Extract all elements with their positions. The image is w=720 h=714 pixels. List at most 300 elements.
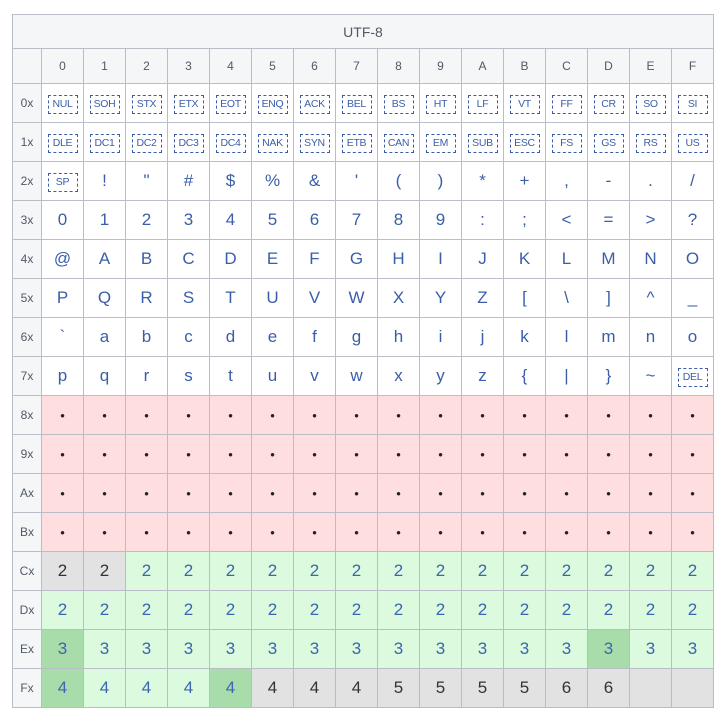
byte-cell: = bbox=[588, 201, 630, 240]
byte-cell: 3 bbox=[420, 630, 462, 669]
table-row bbox=[13, 591, 714, 630]
byte-cell bbox=[546, 84, 588, 123]
byte-cell: • bbox=[672, 396, 714, 435]
byte-cell: G bbox=[336, 240, 378, 279]
byte-cell: 3 bbox=[252, 630, 294, 669]
byte-cell: • bbox=[420, 435, 462, 474]
column-header-c: C bbox=[546, 49, 588, 84]
byte-cell: 2 bbox=[126, 552, 168, 591]
byte-cell: 2 bbox=[546, 591, 588, 630]
byte-cell bbox=[504, 84, 546, 123]
byte-cell: • bbox=[252, 396, 294, 435]
byte-cell: • bbox=[630, 474, 672, 513]
byte-cell: • bbox=[294, 513, 336, 552]
table-row bbox=[13, 552, 714, 591]
byte-cell: • bbox=[462, 474, 504, 513]
control-char-label: US bbox=[678, 134, 708, 153]
byte-cell: • bbox=[210, 513, 252, 552]
row-header: 3x bbox=[13, 201, 42, 240]
byte-cell: i bbox=[420, 318, 462, 357]
column-header-row bbox=[13, 49, 714, 84]
byte-cell: • bbox=[210, 435, 252, 474]
byte-cell: • bbox=[546, 435, 588, 474]
byte-cell: H bbox=[378, 240, 420, 279]
byte-cell: 4 bbox=[294, 669, 336, 708]
byte-cell: • bbox=[252, 513, 294, 552]
control-char-label: CR bbox=[594, 95, 624, 114]
row-header: 2x bbox=[13, 162, 42, 201]
control-char-label: DC3 bbox=[174, 134, 204, 153]
byte-cell: 2 bbox=[630, 591, 672, 630]
byte-cell: • bbox=[672, 513, 714, 552]
byte-cell: 3 bbox=[672, 630, 714, 669]
byte-cell: r bbox=[126, 357, 168, 396]
byte-cell: s bbox=[168, 357, 210, 396]
byte-cell: 3 bbox=[42, 630, 84, 669]
byte-cell: • bbox=[378, 396, 420, 435]
byte-cell: 2 bbox=[588, 552, 630, 591]
column-header-2: 2 bbox=[126, 49, 168, 84]
byte-cell: 3 bbox=[168, 201, 210, 240]
byte-cell: • bbox=[252, 435, 294, 474]
byte-cell: • bbox=[336, 474, 378, 513]
byte-cell: 3 bbox=[84, 630, 126, 669]
byte-cell: 6 bbox=[294, 201, 336, 240]
byte-cell: 2 bbox=[462, 552, 504, 591]
control-char-label: DC1 bbox=[90, 134, 120, 153]
column-header-b: B bbox=[504, 49, 546, 84]
byte-cell: S bbox=[168, 279, 210, 318]
byte-cell: • bbox=[84, 435, 126, 474]
byte-cell: • bbox=[42, 474, 84, 513]
byte-cell: > bbox=[630, 201, 672, 240]
byte-cell: ] bbox=[588, 279, 630, 318]
byte-cell: • bbox=[168, 396, 210, 435]
byte-cell bbox=[42, 84, 84, 123]
byte-cell: ` bbox=[42, 318, 84, 357]
column-header-6: 6 bbox=[294, 49, 336, 84]
byte-cell bbox=[378, 123, 420, 162]
byte-cell: 3 bbox=[504, 630, 546, 669]
control-char-label: SI bbox=[678, 95, 708, 114]
table-body bbox=[13, 84, 714, 708]
byte-cell: 6 bbox=[588, 669, 630, 708]
column-header-4: 4 bbox=[210, 49, 252, 84]
byte-cell: • bbox=[546, 396, 588, 435]
byte-cell: 3 bbox=[462, 630, 504, 669]
byte-cell: • bbox=[126, 435, 168, 474]
byte-cell: 2 bbox=[210, 591, 252, 630]
control-char-label: GS bbox=[594, 134, 624, 153]
control-char-label: DEL bbox=[678, 368, 708, 387]
byte-cell: 1 bbox=[84, 201, 126, 240]
byte-cell: 2 bbox=[294, 552, 336, 591]
control-char-label: SP bbox=[48, 173, 78, 192]
byte-cell: 2 bbox=[378, 552, 420, 591]
byte-cell: v bbox=[294, 357, 336, 396]
byte-cell bbox=[84, 123, 126, 162]
byte-cell bbox=[126, 123, 168, 162]
table-row bbox=[13, 123, 714, 162]
byte-cell: ' bbox=[336, 162, 378, 201]
byte-cell: • bbox=[42, 513, 84, 552]
byte-cell bbox=[546, 123, 588, 162]
byte-cell: O bbox=[672, 240, 714, 279]
byte-cell: @ bbox=[42, 240, 84, 279]
byte-cell: q bbox=[84, 357, 126, 396]
byte-cell bbox=[462, 123, 504, 162]
byte-cell: 2 bbox=[168, 552, 210, 591]
byte-cell bbox=[504, 123, 546, 162]
byte-cell: 2 bbox=[420, 552, 462, 591]
byte-cell: [ bbox=[504, 279, 546, 318]
byte-cell: / bbox=[672, 162, 714, 201]
byte-cell: _ bbox=[672, 279, 714, 318]
byte-cell: • bbox=[210, 396, 252, 435]
byte-cell: 4 bbox=[168, 669, 210, 708]
byte-cell: • bbox=[378, 435, 420, 474]
row-header: 5x bbox=[13, 279, 42, 318]
byte-cell: I bbox=[420, 240, 462, 279]
byte-cell: g bbox=[336, 318, 378, 357]
table-row bbox=[13, 279, 714, 318]
byte-cell: y bbox=[420, 357, 462, 396]
control-char-label: FF bbox=[552, 95, 582, 114]
control-char-label: SO bbox=[636, 95, 666, 114]
byte-cell: 4 bbox=[210, 201, 252, 240]
table-row bbox=[13, 201, 714, 240]
byte-cell bbox=[336, 84, 378, 123]
byte-cell: • bbox=[336, 435, 378, 474]
byte-cell: 2 bbox=[294, 591, 336, 630]
byte-cell: 0 bbox=[42, 201, 84, 240]
byte-cell: 5 bbox=[378, 669, 420, 708]
byte-cell: 3 bbox=[336, 630, 378, 669]
control-char-label: BEL bbox=[342, 95, 372, 114]
byte-cell: 2 bbox=[588, 591, 630, 630]
byte-cell: 2 bbox=[210, 552, 252, 591]
byte-cell: • bbox=[168, 435, 210, 474]
byte-cell: 3 bbox=[378, 630, 420, 669]
byte-cell: ) bbox=[420, 162, 462, 201]
byte-cell bbox=[84, 84, 126, 123]
byte-cell: • bbox=[588, 513, 630, 552]
byte-cell: | bbox=[546, 357, 588, 396]
byte-cell: * bbox=[462, 162, 504, 201]
byte-cell: 3 bbox=[168, 630, 210, 669]
byte-cell: 5 bbox=[420, 669, 462, 708]
byte-cell: } bbox=[588, 357, 630, 396]
control-char-label: NUL bbox=[48, 95, 78, 114]
byte-cell: % bbox=[252, 162, 294, 201]
byte-cell: x bbox=[378, 357, 420, 396]
byte-cell: " bbox=[126, 162, 168, 201]
byte-cell: • bbox=[630, 396, 672, 435]
control-char-label: ENQ bbox=[258, 95, 288, 114]
byte-cell: j bbox=[462, 318, 504, 357]
byte-cell: 2 bbox=[336, 591, 378, 630]
byte-cell: - bbox=[588, 162, 630, 201]
byte-cell: 2 bbox=[462, 591, 504, 630]
byte-cell: R bbox=[126, 279, 168, 318]
row-header: Cx bbox=[13, 552, 42, 591]
table-row bbox=[13, 435, 714, 474]
byte-cell: • bbox=[588, 474, 630, 513]
row-header: Dx bbox=[13, 591, 42, 630]
column-header-d: D bbox=[588, 49, 630, 84]
byte-cell bbox=[294, 84, 336, 123]
column-header-a: A bbox=[462, 49, 504, 84]
byte-cell: o bbox=[672, 318, 714, 357]
byte-cell: m bbox=[588, 318, 630, 357]
column-header-1: 1 bbox=[84, 49, 126, 84]
byte-cell: Z bbox=[462, 279, 504, 318]
row-header: 7x bbox=[13, 357, 42, 396]
byte-cell: 5 bbox=[462, 669, 504, 708]
byte-cell: 5 bbox=[504, 669, 546, 708]
byte-cell: • bbox=[630, 435, 672, 474]
byte-cell: • bbox=[462, 435, 504, 474]
table-row bbox=[13, 84, 714, 123]
control-char-label: LF bbox=[468, 95, 498, 114]
byte-cell: • bbox=[672, 474, 714, 513]
byte-cell: 2 bbox=[504, 591, 546, 630]
byte-cell: • bbox=[84, 474, 126, 513]
table-row bbox=[13, 162, 714, 201]
byte-cell: • bbox=[462, 513, 504, 552]
byte-cell: 2 bbox=[252, 591, 294, 630]
utf8-encoding-table bbox=[12, 14, 714, 708]
byte-cell: • bbox=[42, 396, 84, 435]
byte-cell: 2 bbox=[546, 552, 588, 591]
table-title: UTF-8 bbox=[13, 15, 714, 49]
row-header: Fx bbox=[13, 669, 42, 708]
byte-cell: • bbox=[126, 513, 168, 552]
byte-cell: 2 bbox=[84, 591, 126, 630]
byte-cell: 5 bbox=[252, 201, 294, 240]
byte-cell: U bbox=[252, 279, 294, 318]
byte-cell bbox=[210, 84, 252, 123]
row-header: 9x bbox=[13, 435, 42, 474]
byte-cell: J bbox=[462, 240, 504, 279]
byte-cell: & bbox=[294, 162, 336, 201]
byte-cell: • bbox=[420, 396, 462, 435]
byte-cell: W bbox=[336, 279, 378, 318]
byte-cell: 2 bbox=[420, 591, 462, 630]
byte-cell bbox=[252, 123, 294, 162]
byte-cell: • bbox=[168, 474, 210, 513]
control-char-label: EM bbox=[426, 134, 456, 153]
byte-cell: . bbox=[630, 162, 672, 201]
byte-cell: X bbox=[378, 279, 420, 318]
byte-cell bbox=[672, 84, 714, 123]
byte-cell: • bbox=[504, 396, 546, 435]
column-header-f: F bbox=[672, 49, 714, 84]
byte-cell: • bbox=[672, 435, 714, 474]
byte-cell bbox=[588, 84, 630, 123]
byte-cell: • bbox=[378, 513, 420, 552]
byte-cell bbox=[294, 123, 336, 162]
byte-cell: • bbox=[84, 513, 126, 552]
byte-cell: • bbox=[252, 474, 294, 513]
byte-cell: $ bbox=[210, 162, 252, 201]
byte-cell: 8 bbox=[378, 201, 420, 240]
byte-cell: u bbox=[252, 357, 294, 396]
byte-cell: • bbox=[84, 396, 126, 435]
byte-cell: # bbox=[168, 162, 210, 201]
byte-cell: • bbox=[546, 474, 588, 513]
byte-cell: • bbox=[588, 435, 630, 474]
column-header-7: 7 bbox=[336, 49, 378, 84]
control-char-label: EOT bbox=[216, 95, 246, 114]
byte-cell: • bbox=[546, 513, 588, 552]
byte-cell: 4 bbox=[336, 669, 378, 708]
control-char-label: BS bbox=[384, 95, 414, 114]
control-char-label: CAN bbox=[384, 134, 414, 153]
corner-cell bbox=[13, 49, 42, 84]
byte-cell: 4 bbox=[126, 669, 168, 708]
byte-cell: 9 bbox=[420, 201, 462, 240]
byte-cell: { bbox=[504, 357, 546, 396]
byte-cell bbox=[630, 669, 672, 708]
table-row bbox=[13, 474, 714, 513]
byte-cell: p bbox=[42, 357, 84, 396]
column-header-9: 9 bbox=[420, 49, 462, 84]
byte-cell: 6 bbox=[546, 669, 588, 708]
byte-cell bbox=[420, 123, 462, 162]
byte-cell: • bbox=[336, 513, 378, 552]
byte-cell: D bbox=[210, 240, 252, 279]
byte-cell: 2 bbox=[168, 591, 210, 630]
byte-cell: t bbox=[210, 357, 252, 396]
byte-cell: \ bbox=[546, 279, 588, 318]
byte-cell: • bbox=[588, 396, 630, 435]
byte-cell: 2 bbox=[672, 552, 714, 591]
byte-cell: • bbox=[168, 513, 210, 552]
byte-cell bbox=[126, 84, 168, 123]
byte-cell: 2 bbox=[672, 591, 714, 630]
byte-cell bbox=[252, 84, 294, 123]
byte-cell: T bbox=[210, 279, 252, 318]
byte-cell: z bbox=[462, 357, 504, 396]
byte-cell: 3 bbox=[546, 630, 588, 669]
byte-cell: 4 bbox=[42, 669, 84, 708]
byte-cell: Y bbox=[420, 279, 462, 318]
byte-cell: d bbox=[210, 318, 252, 357]
byte-cell: • bbox=[336, 396, 378, 435]
byte-cell: 2 bbox=[126, 201, 168, 240]
byte-cell: k bbox=[504, 318, 546, 357]
byte-cell: 3 bbox=[630, 630, 672, 669]
byte-cell: : bbox=[462, 201, 504, 240]
row-header: 4x bbox=[13, 240, 42, 279]
control-char-label: FS bbox=[552, 134, 582, 153]
table-row bbox=[13, 396, 714, 435]
byte-cell: F bbox=[294, 240, 336, 279]
column-header-5: 5 bbox=[252, 49, 294, 84]
byte-cell: • bbox=[378, 474, 420, 513]
byte-cell bbox=[168, 123, 210, 162]
row-header: Bx bbox=[13, 513, 42, 552]
table-row bbox=[13, 630, 714, 669]
byte-cell bbox=[168, 84, 210, 123]
byte-cell: 7 bbox=[336, 201, 378, 240]
byte-cell: 3 bbox=[126, 630, 168, 669]
byte-cell: 2 bbox=[378, 591, 420, 630]
byte-cell: • bbox=[462, 396, 504, 435]
byte-cell: 2 bbox=[42, 552, 84, 591]
byte-cell: • bbox=[126, 396, 168, 435]
byte-cell: • bbox=[420, 474, 462, 513]
byte-cell: • bbox=[630, 513, 672, 552]
byte-cell: 2 bbox=[504, 552, 546, 591]
byte-cell: A bbox=[84, 240, 126, 279]
byte-cell: ~ bbox=[630, 357, 672, 396]
byte-cell: 4 bbox=[210, 669, 252, 708]
byte-cell: + bbox=[504, 162, 546, 201]
table-row bbox=[13, 318, 714, 357]
byte-cell: 2 bbox=[126, 591, 168, 630]
column-header-3: 3 bbox=[168, 49, 210, 84]
byte-cell: P bbox=[42, 279, 84, 318]
byte-cell: f bbox=[294, 318, 336, 357]
control-char-label: HT bbox=[426, 95, 456, 114]
byte-cell: E bbox=[252, 240, 294, 279]
byte-cell: K bbox=[504, 240, 546, 279]
byte-cell: ! bbox=[84, 162, 126, 201]
row-header: 1x bbox=[13, 123, 42, 162]
control-char-label: DLE bbox=[48, 134, 78, 153]
column-header-0: 0 bbox=[42, 49, 84, 84]
byte-cell bbox=[672, 357, 714, 396]
byte-cell bbox=[462, 84, 504, 123]
byte-cell: C bbox=[168, 240, 210, 279]
byte-cell: N bbox=[630, 240, 672, 279]
byte-cell: 4 bbox=[252, 669, 294, 708]
control-char-label: STX bbox=[132, 95, 162, 114]
control-char-label: DC4 bbox=[216, 134, 246, 153]
row-header: Ax bbox=[13, 474, 42, 513]
byte-cell: 2 bbox=[630, 552, 672, 591]
byte-cell: n bbox=[630, 318, 672, 357]
byte-cell: ^ bbox=[630, 279, 672, 318]
column-header-8: 8 bbox=[378, 49, 420, 84]
row-header: 8x bbox=[13, 396, 42, 435]
row-header: Ex bbox=[13, 630, 42, 669]
byte-cell: 2 bbox=[336, 552, 378, 591]
byte-cell bbox=[672, 123, 714, 162]
byte-cell: c bbox=[168, 318, 210, 357]
byte-cell: • bbox=[504, 435, 546, 474]
byte-cell: h bbox=[378, 318, 420, 357]
byte-cell: 2 bbox=[84, 552, 126, 591]
byte-cell: 4 bbox=[84, 669, 126, 708]
control-char-label: ETB bbox=[342, 134, 372, 153]
byte-cell: ; bbox=[504, 201, 546, 240]
byte-cell: w bbox=[336, 357, 378, 396]
byte-cell: 2 bbox=[252, 552, 294, 591]
byte-cell bbox=[210, 123, 252, 162]
byte-cell: • bbox=[504, 513, 546, 552]
byte-cell: ? bbox=[672, 201, 714, 240]
byte-cell: < bbox=[546, 201, 588, 240]
byte-cell bbox=[630, 84, 672, 123]
byte-cell: • bbox=[294, 474, 336, 513]
byte-cell bbox=[420, 84, 462, 123]
byte-cell: • bbox=[294, 435, 336, 474]
byte-cell bbox=[378, 84, 420, 123]
byte-cell: l bbox=[546, 318, 588, 357]
